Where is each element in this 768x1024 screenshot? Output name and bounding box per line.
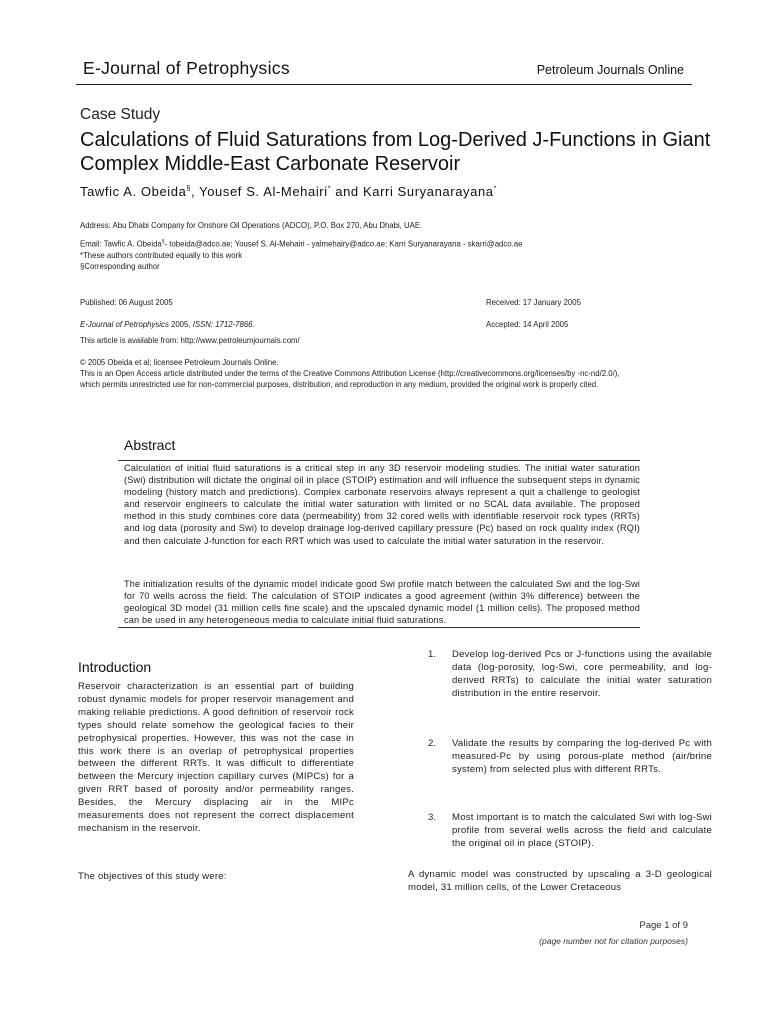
author-separator: , bbox=[190, 184, 200, 199]
author-address: Address: Abu Dhabi Company for Onshore Oil Operations (ADCO), P.O. Box 270, Abu Dhabi, UAE. bbox=[80, 221, 423, 230]
dynamic-model-paragraph: A dynamic model was constructed by upscaling a 3-D geological model, 31 million cells, of the Lower Cretaceous bbox=[408, 869, 712, 893]
author-mark: * bbox=[493, 185, 497, 193]
email-mark: § bbox=[161, 239, 165, 245]
author-mark: § bbox=[186, 185, 191, 193]
email-prefix: Email: Tawfic A. Obeida bbox=[80, 239, 162, 249]
article-title: Calculations of Fluid Saturations from Log-Derived J-Functions in Giant Complex Middle-East Carbonate Reservoir bbox=[80, 129, 711, 175]
accepted-date: Accepted: 14 April 2005 bbox=[486, 320, 569, 329]
copyright-line: © 2005 Obeida et al; licensee Petroleum Journals Online. bbox=[80, 358, 279, 367]
citation-note: (page number not for citation purposes) bbox=[539, 936, 688, 946]
header-rule bbox=[76, 84, 692, 85]
author-list bbox=[80, 184, 497, 199]
journal-ref-year: 2005, bbox=[168, 320, 193, 329]
journal-ref-issn: ISSN: 1712-7866. bbox=[192, 320, 255, 329]
list-number: 2. bbox=[428, 738, 437, 749]
list-number: 3. bbox=[428, 812, 437, 823]
journal-ref-name: E-Journal of Petrophysics bbox=[80, 320, 169, 329]
author-separator: and bbox=[331, 184, 363, 199]
contact-block bbox=[80, 237, 700, 272]
email-line bbox=[80, 237, 700, 250]
received-date: Received: 17 January 2005 bbox=[486, 298, 581, 307]
author-name: Karri Suryanarayana bbox=[362, 184, 494, 199]
introduction-heading: Introduction bbox=[78, 659, 152, 675]
abstract-heading: Abstract bbox=[124, 437, 176, 453]
list-text: Validate the results by comparing the log-derived Pc with measured-Pc by using porous-plate method (air/brine system) from selected plus with different RRTs. bbox=[452, 738, 712, 775]
introduction-paragraph: Reservoir characterization is an essential part of building robust dynamic models for proper reservoir management and making reliable predictions. A good definition of reservoir rock types should relate somehow the geological facies to their petrophysical properties. However, this was not the case in this work there is an overlap of petrophysical properties between the different RRTs. It was difficult to differentiate between the Mercury injection capillary curves (MIPCs) for a given RRT based of porosity and/or permeability ranges. Besides, the Mercury displacing air in the MIPc measurements does not represent the correct displacement mechanism in the reservoir. bbox=[78, 681, 354, 834]
publisher-name: Petroleum Journals Online bbox=[536, 63, 684, 77]
list-text: Most important is to match the calculated Swi with log-Swi profile from several wells across the field and calculate the original oil in place (STOIP). bbox=[452, 812, 712, 849]
corresponding-author-note: §Corresponding author bbox=[80, 261, 160, 271]
author-name: Tawfic A. Obeida bbox=[80, 184, 187, 199]
author-name: Yousef S. Al-Mehairi bbox=[199, 184, 328, 199]
equal-contribution-note: *These authors contributed equally to this work bbox=[80, 250, 243, 260]
email-addresses: - tobeida@adco.ae; Yousef S. Al-Mehairi - yalmehairy@adco.ae; Karri Suryanarayana - skarri@adco.ae bbox=[164, 239, 523, 249]
journal-name: E-Journal of Petrophysics bbox=[83, 58, 290, 78]
license-terms-line: which permits unrestricted use for non-commercial purposes, distribution, and reproduction in any medium, provided the original work is properly cited. bbox=[80, 380, 599, 389]
published-date: Published: 06 August 2005 bbox=[80, 298, 173, 307]
journal-reference bbox=[80, 319, 255, 330]
list-text: Develop log-derived Pcs or J-functions using the available data (log-porosity, log-Swi, core permeability, and log-derived RRTs) to calculate the initial water saturation distribution in the entire reservoir. bbox=[452, 649, 712, 699]
abstract-paragraph-1: Calculation of initial fluid saturations is a critical step in any 3D reservoir modeling studies. The initial water saturation (Swi) distribution will dictate the original oil in place (STOIP) estimation and will influence the subsequent steps in dynamic modeling (history match and predictions). Complex carbonate reservoirs always represent a quit a challenge to geologist and reservoir engineers to calculate the initial water saturation with limited or no SCAL data available. The proposed method in this study combines core data (permeability) from 32 cored wells with identifiable reservoir rock types (RRTs) and log data (porosity and Swi) to develop drainage log-derived capillary pressure (Pc) based on rock quality index (RQI) and then calculate J-function for each RRT which was used to calculate the initial water saturation in the reservoir. bbox=[124, 463, 640, 546]
list-number: 1. bbox=[428, 649, 437, 660]
abstract-paragraph-2: The initialization results of the dynamic model indicate good Swi profile match between the calculated Swi and the log-Swi for 70 wells across the field. The calculation of STOIP indicates a good agreement (within 3% difference) between the geological 3D model (31 million cells fine scale) and the upscaled dynamic model (1 million cells). The proposed method can be used in any heterogeneous media to calculate initial fluid saturations. bbox=[124, 579, 640, 626]
author-mark: * bbox=[327, 185, 332, 193]
page-number: Page 1 of 9 bbox=[639, 920, 688, 931]
copyright-block bbox=[80, 357, 720, 390]
objectives-lead: The objectives of this study were: bbox=[78, 871, 227, 882]
license-line: This is an Open Access article distributed under the terms of the Creative Commons Attribution License (http://creativecommons.org/licenses/by -nc-nd/2.0/), bbox=[80, 369, 620, 378]
article-type: Case Study bbox=[80, 106, 161, 123]
availability-url[interactable]: This article is available from: http://www.petroleumjournals.com/ bbox=[80, 336, 300, 345]
